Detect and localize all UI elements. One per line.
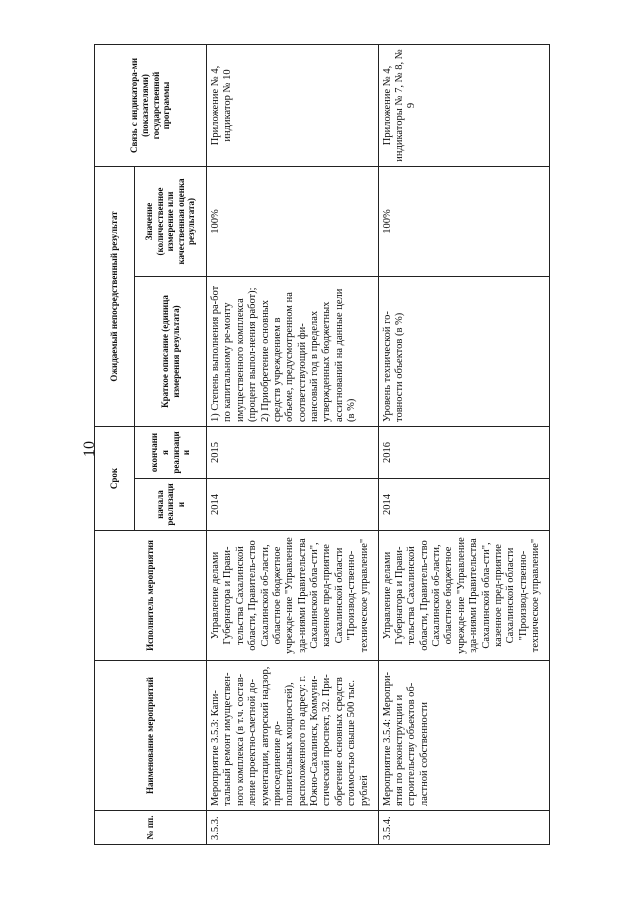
row-link: Приложение № 4, индикаторы № 7, № 8, № 9 [378,44,550,166]
header-period: Срок [95,426,135,530]
header-link: Связь с индикатора-ми (показателями) государственной программы [95,44,207,166]
row-desc: Уровень технической го-товности объектов (в %) [378,276,550,426]
row-value: 100% [378,166,550,276]
header-end: окончания реализации [135,426,207,478]
row-end: 2015 [207,426,379,478]
header-start: начала реализации [135,479,207,531]
row-start: 2014 [378,479,550,531]
rotated-table-container [94,45,550,845]
table-row [207,44,379,844]
row-end: 2016 [378,426,550,478]
table-row [378,44,550,844]
row-start: 2014 [207,479,379,531]
program-activities-table [94,44,550,845]
header-num: № пп. [95,811,207,845]
row-num: 3.5.4. [378,811,550,845]
header-desc: Краткое описание (единица измерения результата) [135,276,207,426]
row-executor: Управление делами Губернатора и Прави-тельства Сахалинской области, Правитель-ство Сахалинской об-ласти, областное бюджетное учрежде-ние "Управление зда-ниями Правительства Сахалинской обла-сти", казенное пред-приятие Сахалинской области "Производ-ственно-техническое управление" [378,531,550,661]
row-name: Мероприятие 3.5.3: Капи-тальный ремонт имуществен-ного комплекса (в т.ч. состав-ление проектно-сметной до-кументации, авторский надзор, присоединение до-полнительных мощностей), расположенного по адресу: г. Южно-Сахалинск, Коммуни-стический проспект, 32. При-обретение основных средств стоимостью свыше 500 тыс. рублей [207,661,379,811]
page-number: 10 [81,441,98,457]
row-num: 3.5.3. [207,811,379,845]
row-link: Приложение № 4, индикатор № 10 [207,44,379,166]
table-header-row-1 [95,44,135,844]
header-value: Значение (количественное измерение или качественная оценка результата) [135,166,207,276]
row-name: Мероприятие 3.5.4: Меропри-ятия по реконструкции и строительству объектов об-ластной собственности [378,661,550,811]
header-executor: Исполнитель мероприятия [95,531,207,661]
row-desc: 1) Степень выполнения ра-бот по капитальному ре-монту имущественного комплекса (процент выпол-нения работ); 2) Приобретение основных средств учреждением в объеме, предусмотренном на соответствующий фи-нансовый год в пределах утвержденных бюджетных ассигнований на данные цели (в %) [207,276,379,426]
header-name: Наименование мероприятий [95,661,207,811]
row-value: 100% [207,166,379,276]
header-result: Ожидаемый непосредственный результат [95,166,135,426]
row-executor: Управление делами Губернатора и Прави-тельства Сахалинской области, Правитель-ство Сахалинской об-ласти, областное бюджетное учрежде-ние "Управление зда-ниями Правительства Сахалинской обла-сти", казенное пред-приятие Сахалинской области "Производ-ственно-техническое управление" [207,531,379,661]
